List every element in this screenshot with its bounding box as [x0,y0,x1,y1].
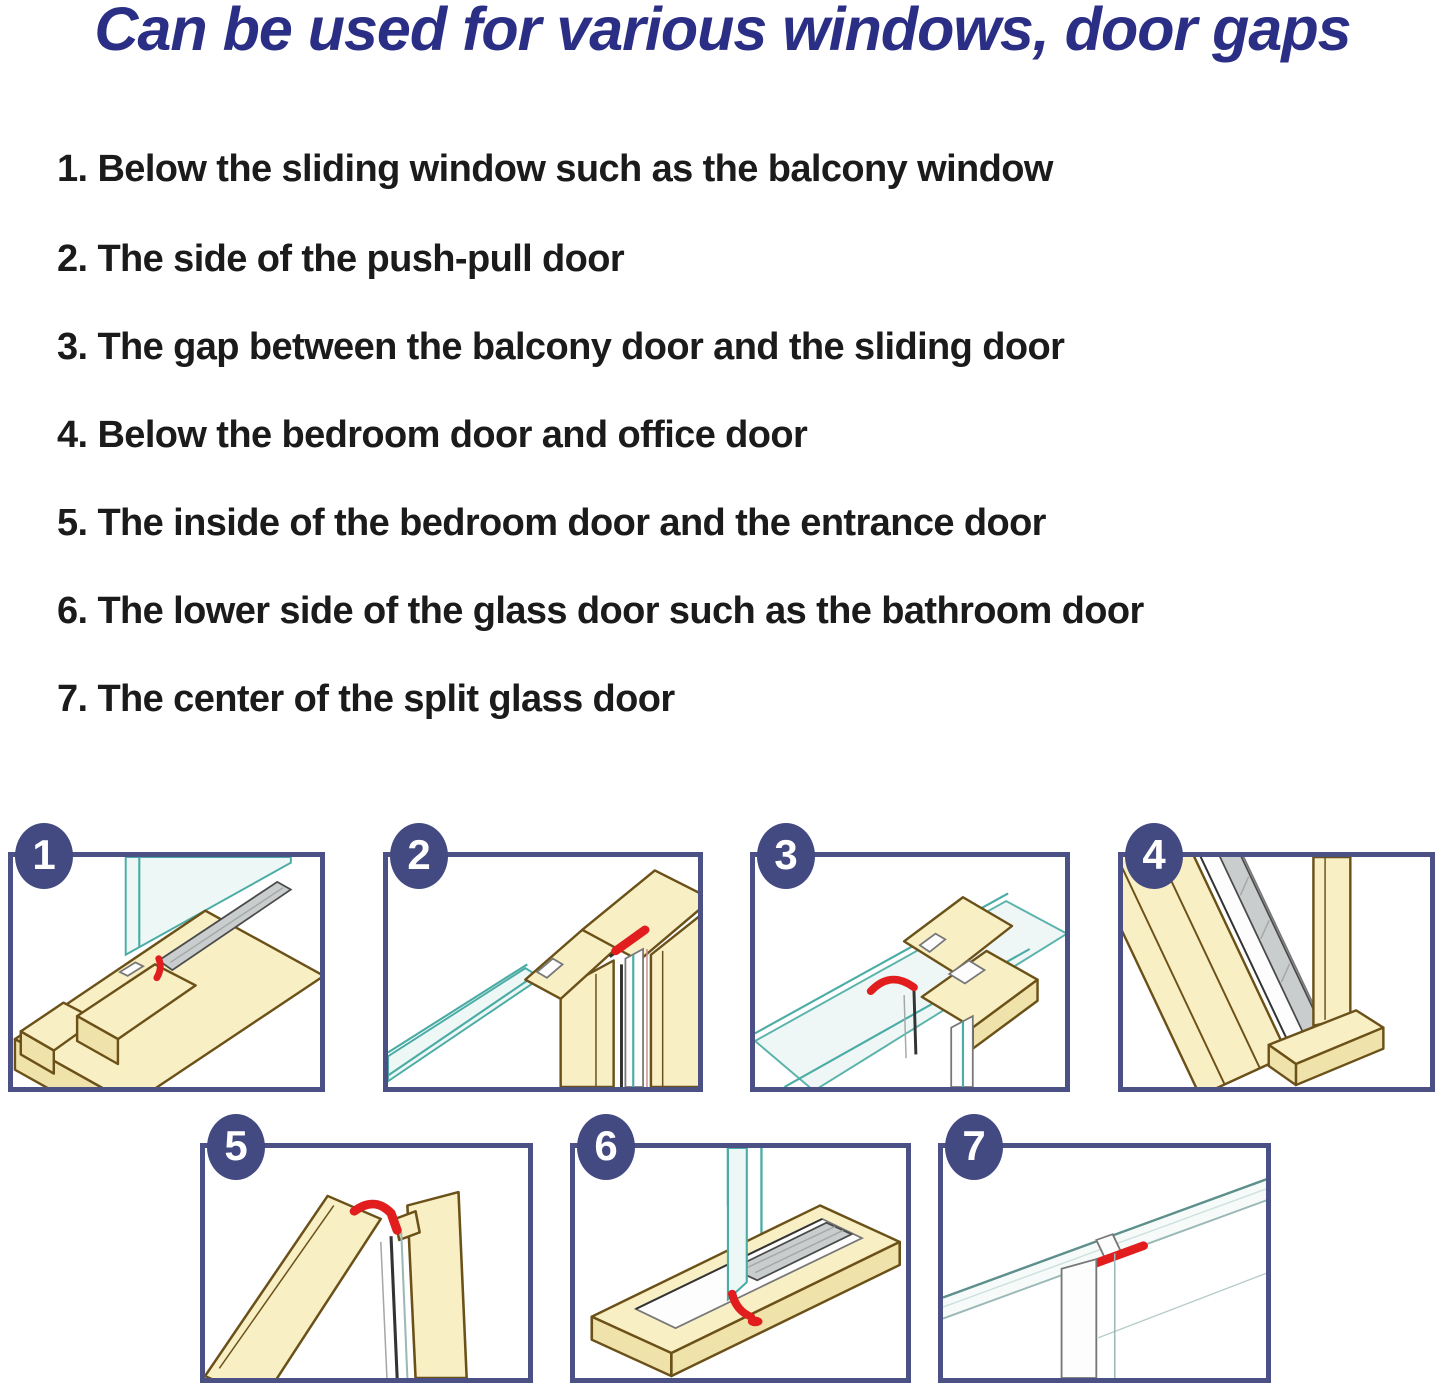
diagram-thumbnail-1 [8,831,325,1092]
diagram-1-number: 1 [32,831,56,878]
use-case-item-3: 3. The gap between the balcony door and the sliding door [57,326,1065,368]
diagram-thumbnail-7 [938,1122,1271,1383]
diagram-3-number: 3 [774,831,798,878]
diagram-4-badge [1125,823,1183,889]
diagram-6-badge [577,1114,635,1180]
diagram-3-illustration [755,857,1065,1087]
diagram-thumbnail-5 [200,1122,533,1383]
use-case-item-7: 7. The center of the split glass door [57,678,675,720]
diagram-6-illustration [575,1148,906,1378]
glass-pane-lower [1062,1259,1097,1378]
diagram-thumbnail-3 [750,831,1070,1092]
use-case-item-5: 5. The inside of the bedroom door and the entrance door [57,502,1046,544]
diagram-thumbnail-4 [1118,831,1435,1092]
diagram-7-badge [945,1114,1003,1180]
diagram-2-illustration [388,857,698,1087]
diagram-1-illustration [13,857,320,1087]
diagram-7-number: 7 [962,1122,986,1169]
diagram-1-badge [15,823,73,889]
diagram-3-badge [757,823,815,889]
diagram-7-illustration [943,1148,1266,1378]
diagram-4-number: 4 [1142,831,1166,878]
diagram-2-badge [390,823,448,889]
glass-pane [388,968,541,1081]
diagram-thumbnail-6 [570,1122,911,1383]
page-title: Can be used for various windows, door gaps [94,0,1351,63]
use-case-item-6: 6. The lower side of the glass door such as the bathroom door [57,590,1144,632]
diagram-thumbnail-2 [383,831,703,1092]
diagram-6-number: 6 [594,1122,618,1169]
use-case-item-4: 4. Below the bedroom door and office door [57,414,808,456]
use-case-item-1: 1. Below the sliding window such as the balcony window [57,148,1053,190]
diagram-5-illustration [205,1148,528,1378]
seal-strip-red [157,959,160,978]
glass-pane [728,1148,747,1299]
use-case-item-2: 2. The side of the push-pull door [57,238,625,280]
diagram-2-number: 2 [407,831,431,878]
diagram-4-illustration [1123,857,1430,1087]
diagram-5-badge [207,1114,265,1180]
diagram-5-number: 5 [224,1122,248,1169]
